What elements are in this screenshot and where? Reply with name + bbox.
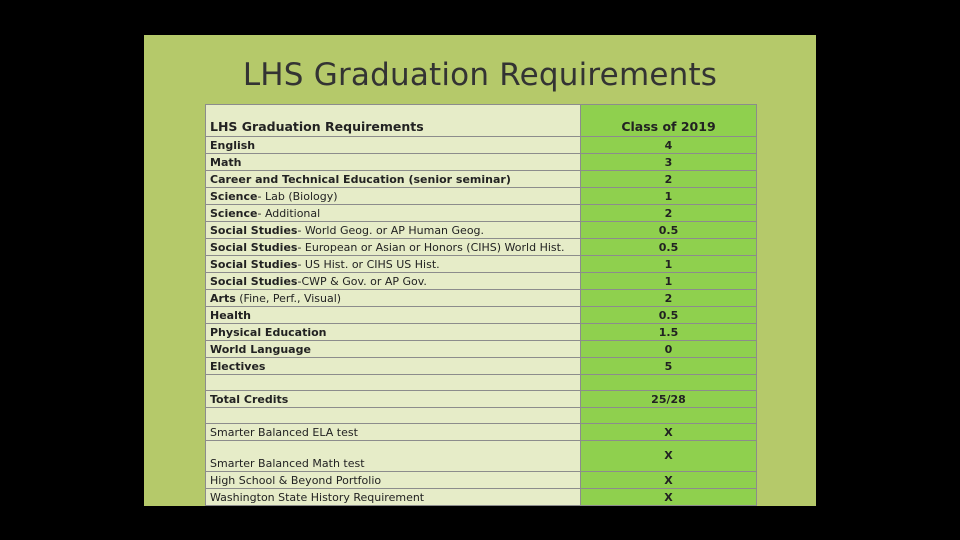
credit-value: 0.5: [581, 222, 757, 239]
table-row: [206, 188, 757, 205]
test-row: [206, 472, 757, 489]
subject-detail: - Lab (Biology): [257, 189, 338, 203]
slide-title: LHS Graduation Requirements: [242, 57, 718, 93]
test-label: High School & Beyond Portfolio: [206, 472, 581, 489]
table-row: [206, 341, 757, 358]
credit-value: 0.5: [581, 307, 757, 324]
subject-label: Electives: [210, 359, 266, 373]
subject-label: Science: [210, 206, 258, 220]
table-row: [206, 290, 757, 307]
credit-value: 5: [581, 358, 757, 375]
credit-value: 2: [581, 205, 757, 222]
subject-label: Health: [210, 308, 251, 322]
credit-value: 1: [581, 273, 757, 290]
subject-label: Social Studies: [210, 257, 298, 271]
table-row: [206, 324, 757, 341]
credit-value: 1: [581, 188, 757, 205]
credit-value: 1: [581, 256, 757, 273]
table-row: [206, 205, 757, 222]
credit-value: 4: [581, 137, 757, 154]
table-row: [206, 222, 757, 239]
subject-label: World Language: [210, 342, 311, 356]
header-requirements: LHS Graduation Requirements: [206, 105, 581, 137]
test-value: X: [581, 472, 757, 489]
test-label: Washington State History Requirement: [206, 489, 581, 506]
table-row: [206, 239, 757, 256]
credit-value: 0.5: [581, 239, 757, 256]
subject-label: Social Studies: [210, 223, 298, 237]
total-label: Total Credits: [206, 391, 581, 408]
subject-label: English: [210, 138, 256, 152]
table-row: [206, 154, 757, 171]
test-row: [206, 441, 757, 472]
table-row: [206, 273, 757, 290]
table-row: [206, 358, 757, 375]
subject-detail: (Fine, Perf., Visual): [235, 291, 342, 305]
table-row: [206, 256, 757, 273]
total-value: 25/28: [581, 391, 757, 408]
requirements-table: [205, 104, 757, 506]
spacer-row: [206, 375, 757, 391]
subject-label: Social Studies: [210, 274, 298, 288]
total-row: [206, 391, 757, 408]
test-value: X: [581, 424, 757, 441]
credit-value: 1.5: [581, 324, 757, 341]
subject-label: Physical Education: [210, 325, 327, 339]
subject-detail: -CWP & Gov. or AP Gov.: [297, 274, 427, 288]
credit-value: 2: [581, 171, 757, 188]
subject-label: Arts: [210, 291, 236, 305]
test-label: Smarter Balanced Math test: [206, 441, 581, 472]
table-row: [206, 307, 757, 324]
credit-value: 2: [581, 290, 757, 307]
test-row: [206, 424, 757, 441]
spacer-row: [206, 408, 757, 424]
subject-detail: - Additional: [257, 206, 321, 220]
subject-label: Math: [210, 155, 242, 169]
subject-label: Science: [210, 189, 258, 203]
subject-detail: - European or Asian or Honors (CIHS) World Hist.: [297, 240, 565, 254]
table-row: [206, 171, 757, 188]
credit-value: 3: [581, 154, 757, 171]
header-class-of-2019: Class of 2019: [581, 105, 757, 137]
test-row: [206, 489, 757, 506]
table-header-row: [206, 105, 757, 137]
table-row: [206, 137, 757, 154]
subject-detail: - World Geog. or AP Human Geog.: [297, 223, 485, 237]
subject-label: Career and Technical Education (senior seminar): [210, 172, 511, 186]
test-value: X: [581, 441, 757, 472]
test-value: X: [581, 489, 757, 506]
test-label: Smarter Balanced ELA test: [206, 424, 581, 441]
subject-label: Social Studies: [210, 240, 298, 254]
credit-value: 0: [581, 341, 757, 358]
subject-detail: - US Hist. or CIHS US Hist.: [297, 257, 440, 271]
